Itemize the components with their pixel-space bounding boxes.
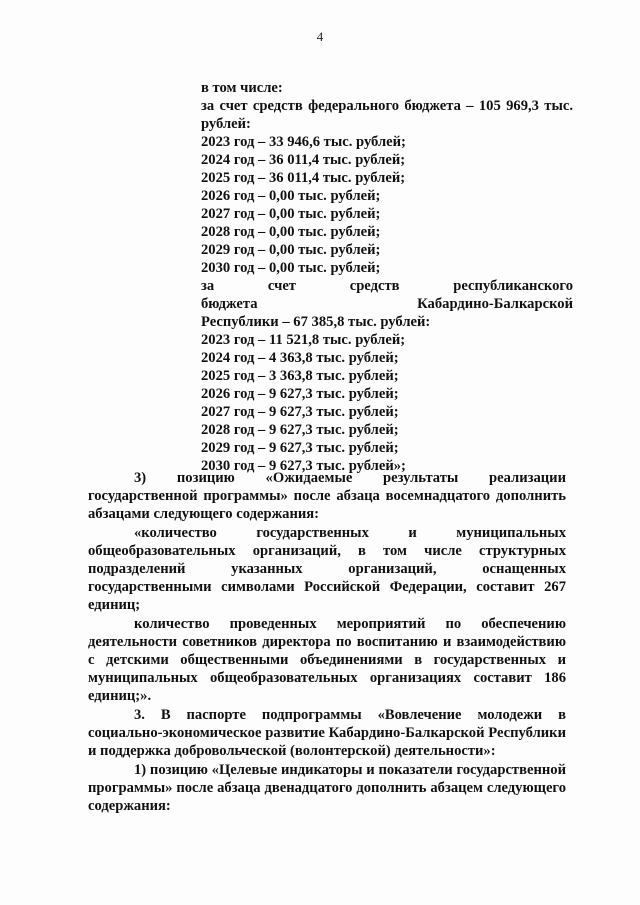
paragraph-quote-1: «количество государственных и муниципальных общеобразовательных организаций, в том числе структурных подразделений указанных организаций, оснащенных государственными символами Российской Федерации, составит 267 единиц;: [88, 525, 566, 613]
list-item: 2027 год – 0,00 тыс. рублей;: [201, 206, 381, 222]
list-item: 2026 год – 9 627,3 тыс. рублей;: [201, 386, 399, 402]
list-item: 2024 год – 36 011,4 тыс. рублей;: [201, 152, 406, 168]
funding-intro: в том числе:: [201, 80, 283, 96]
list-item: 2024 год – 4 363,8 тыс. рублей;: [201, 350, 399, 366]
list-item: 2025 год – 36 011,4 тыс. рублей;: [201, 170, 406, 186]
list-item: 2027 год – 9 627,3 тыс. рублей;: [201, 404, 399, 420]
paragraph-item-3: 3. В паспорте подпрограммы «Вовлечение молодежи в социально-экономическое развитие Кабардино-Балкарской Республики и поддержка добровольческой (волонтерской) деятельности»:: [88, 707, 566, 759]
republic-budget-line-3: Республики – 67 385,8 тыс. рублей:: [201, 314, 431, 330]
federal-budget-line-cont: рублей:: [201, 116, 251, 132]
list-item: 2023 год – 11 521,8 тыс. рублей;: [201, 332, 406, 348]
document-body: [88, 469, 566, 816]
list-item: 2028 год – 0,00 тыс. рублей;: [201, 224, 381, 240]
paragraph-item-3-sub-3: 3) позицию «Ожидаемые результаты реализации государственной программы» после абзаца восемнадцатого дополнить абзацами следующего содержания:: [88, 470, 566, 522]
funding-block: [201, 79, 573, 475]
list-item: 2028 год – 9 627,3 тыс. рублей;: [201, 422, 399, 438]
paragraph-quote-2: количество проведенных мероприятий по обеспечению деятельности советников директора по воспитанию и взаимодействию с детскими общественными объединениями в государственных и муниципальных общеобразовательных организациях составит 186 единиц;».: [88, 616, 566, 704]
federal-years-list: [201, 133, 573, 277]
list-item: 2025 год – 3 363,8 тыс. рублей;: [201, 368, 399, 384]
republic-budget-line: за счет средств республиканского: [201, 278, 573, 294]
federal-budget-line: за счет средств федерального бюджета – 105 969,3 тыс.: [201, 98, 573, 114]
list-item: 2029 год – 0,00 тыс. рублей;: [201, 242, 381, 258]
republic-years-list: [201, 331, 573, 475]
page-number: 4: [316, 29, 324, 44]
list-item: 2030 год – 0,00 тыс. рублей;: [201, 260, 381, 276]
republic-budget-line-2: бюджета Кабардино-Балкарской: [201, 296, 573, 312]
paragraph-item-3-sub-1: 1) позицию «Целевые индикаторы и показатели государственной программы» после абзаца двенадцатого дополнить абзацем следующего содержания:: [88, 762, 566, 814]
list-item: 2026 год – 0,00 тыс. рублей;: [201, 188, 381, 204]
list-item: 2030 год – 9 627,3 тыс. рублей»;: [201, 458, 406, 474]
list-item: 2023 год – 33 946,6 тыс. рублей;: [201, 134, 406, 150]
list-item: 2029 год – 9 627,3 тыс. рублей;: [201, 440, 399, 456]
